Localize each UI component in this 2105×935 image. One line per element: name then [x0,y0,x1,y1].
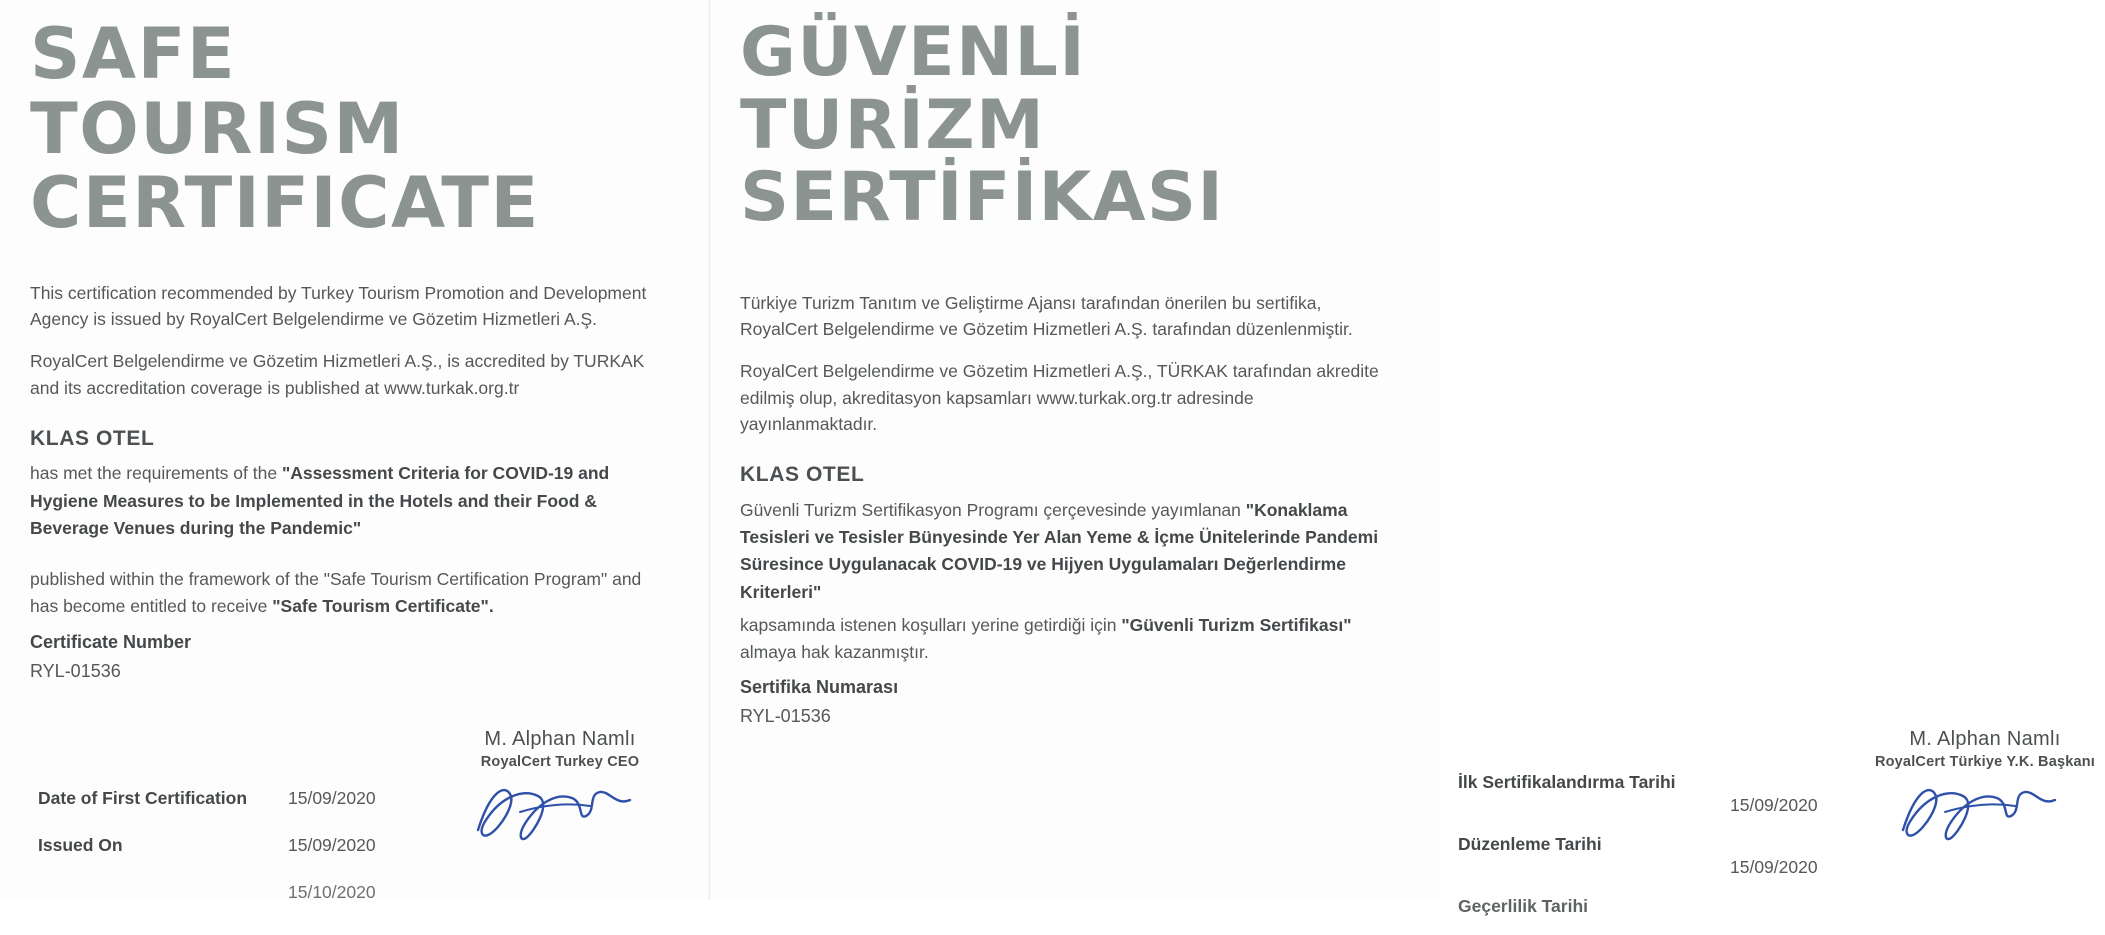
turkish-date-label-1: Düzenleme Tarihi [1458,834,1602,854]
signature-mark-icon [1865,772,2105,852]
english-certificate-panel [0,0,710,900]
turkish-certificate-number-value: RYL-01536 [740,706,831,727]
english-statement-lead [30,460,670,542]
turkish-date-label-0: İlk Sertifikalandırma Tarihi [1458,772,1676,792]
turkish-certificate-number-label: Sertifika Numarası [740,677,899,698]
turkish-date-row-first-certification [1458,772,1878,816]
signature-mark-icon [440,772,680,852]
english-date-row-first-certification [38,788,458,809]
english-title-block [30,13,680,245]
turkish-signature-name: M. Alphan Namlı [1909,728,2061,750]
turkish-signature-role: RoyalCert Türkiye Y.K. Başkanı [1874,754,2096,770]
english-signature-role: RoyalCert Turkey CEO [480,754,640,770]
turkish-date-row-validity [1458,896,1878,917]
english-certificate-number-value: RYL-01536 [30,660,121,681]
turkish-organization-name: KLAS OTEL [740,463,865,487]
english-statement-tail [30,566,670,621]
turkish-statement-tail [740,612,1380,667]
turkish-signature-block [1865,728,2105,852]
turkish-statement-end: almaya hak kazanmıştır. [740,642,929,663]
english-title-line-3: CERTIFICATE [30,162,540,245]
english-organization-name: KLAS OTEL [30,426,155,450]
turkish-date-row-issue-date [1458,834,1878,878]
english-date-row-issued-on [38,835,458,856]
turkish-certificate-quote: "Güvenli Turizm Sertifikası" [1121,614,1352,635]
english-title-line-2: TOURISM [30,87,405,170]
english-title-line-1: SAFE [30,13,237,95]
turkish-body-block [740,290,1410,731]
english-body-block [30,280,680,685]
english-signature-name: M. Alphan Namlı [484,728,636,750]
turkish-date-value-1: 15/09/2020 [1730,857,1818,877]
turkish-title-line-1: GÜVENLİ [740,13,1087,92]
english-date-value-2: 15/10/2020 [288,882,376,902]
english-date-row-valid-until [38,882,458,903]
turkish-intro-paragraph-1: Türkiye Turizm Tanıtım ve Geliştirme Ajansı tarafından önerilen bu sertifika, RoyalCert Belgelendirme ve Gözetim Hizmetleri A.Ş. tarafından düzenlenmiştir. [740,292,1353,340]
turkish-title-line-2: TURİZM [740,85,1046,165]
english-intro-paragraph-2: RoyalCert Belgelendirme ve Gözetim Hizmetleri A.Ş., is accredited by TURKAK and its accreditation coverage is published at www.turkak.org.tr [30,351,645,398]
spacer [30,548,680,566]
english-dates-table [38,788,458,929]
english-date-value-0: 15/09/2020 [288,788,376,808]
turkish-title-line-3: SERTİFİKASI [740,158,1225,238]
turkish-dates-table [1458,772,1878,935]
english-statement-tail-text: published within the framework of the "Safe Tourism Certification Program" and has become entitled to receive [30,569,642,617]
turkish-certificate-panel [710,0,2096,916]
english-intro-paragraph-1: This certification recommended by Turkey Tourism Promotion and Development Agency is issued by RoyalCert Belgelendirme ve Gözetim Hizmetleri A.Ş. [30,282,647,330]
english-date-label-1: Issued On [38,835,123,855]
turkish-statement-tail-text: kapsamında istenen koşulları yerine getirdiği için [740,614,1122,635]
english-signature-block [440,728,680,852]
english-certificate-quote: "Safe Tourism Certificate". [272,596,494,617]
turkish-statement-lead-text: Güvenli Turizm Sertifikasyon Programı çerçevesinde yayımlanan [740,499,1246,520]
english-statement-lead-text: has met the requirements of the [30,463,282,484]
turkish-date-label-2: Geçerlilik Tarihi [1458,896,1589,916]
turkish-statement-lead [740,497,1380,606]
english-date-label-0: Date of First Certification [38,788,248,808]
turkish-title-block [740,13,1410,238]
english-criteria-quote: "Assessment Criteria for COVID-19 and Hygiene Measures to be Implemented in the Hotels and their Food & Beverage Venues during the Pandemic" [30,463,610,538]
english-date-value-1: 15/09/2020 [288,835,376,855]
turkish-date-value-0: 15/09/2020 [1730,795,1818,815]
english-certificate-number-label: Certificate Number [30,631,192,652]
turkish-intro-paragraph-2: RoyalCert Belgelendirme ve Gözetim Hizmetleri A.Ş., TÜRKAK tarafından akredite edilmiş olup, akreditasyon kapsamları www.turkak.org.tr adresinde yayınlanmaktadır. [740,361,1379,434]
turkish-criteria-quote: "Konaklama Tesisleri ve Tesisler Bünyesinde Yer Alan Yeme & İçme Ünitelerinde Pandemi Süresince Uygulanacak COVID-19 ve Hijyen Uygulamaları Değerlendirme Kriterleri" [740,499,1379,602]
